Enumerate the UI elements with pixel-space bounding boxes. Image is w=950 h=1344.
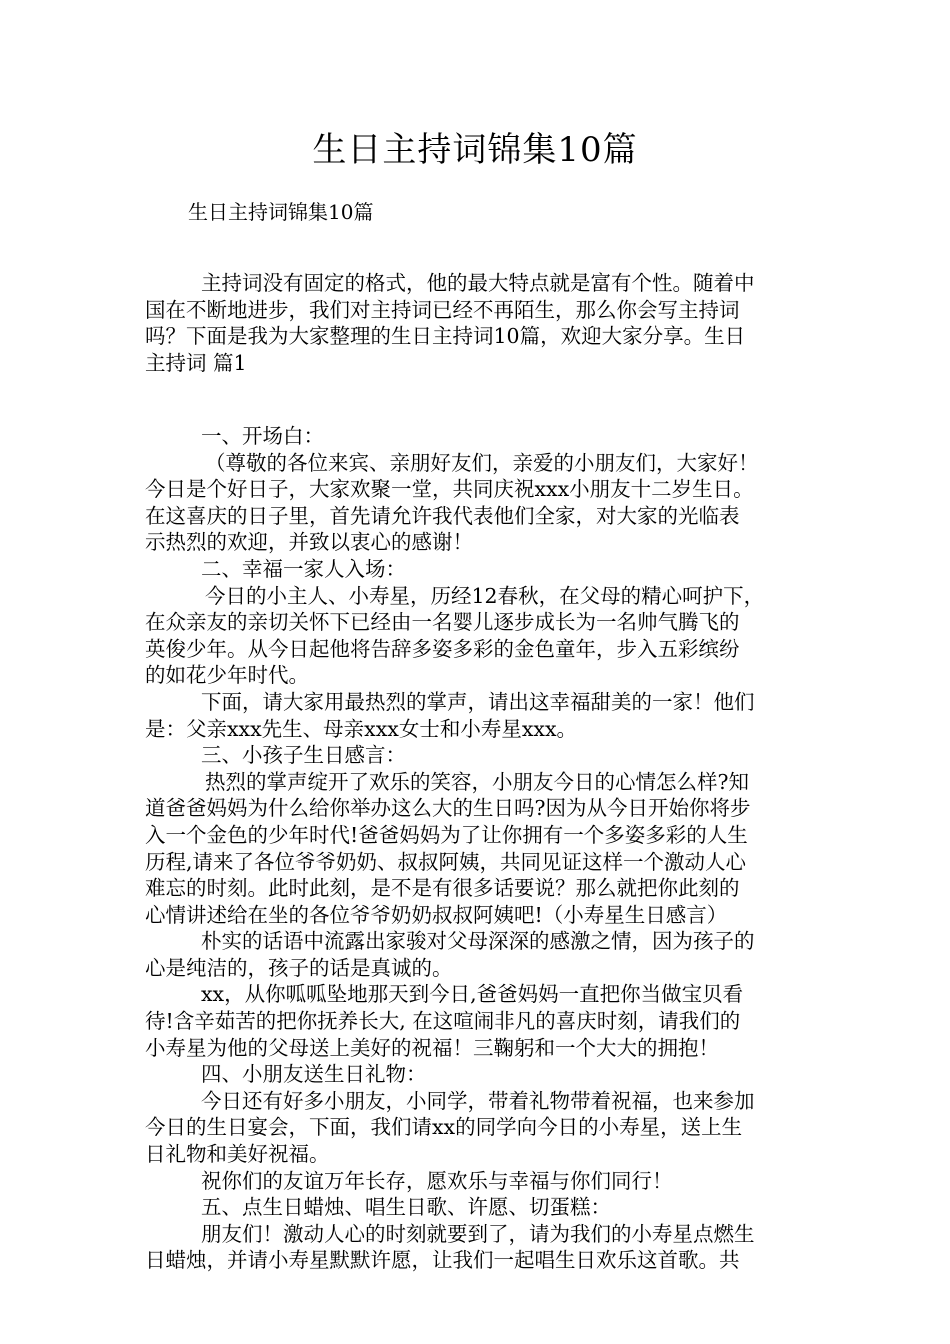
text-line: （尊敬的各位来宾、亲朋好友们，亲爱的小朋友们，大家好！	[205, 450, 759, 475]
text-line: 国在不断地进步，我们对主持词已经不再陌生，那么你会写主持词	[145, 297, 740, 322]
section-heading: 四、小朋友送生日礼物：	[201, 1062, 427, 1087]
text-line: 心情讲述给在坐的各位爷爷奶奶叔叔阿姨吧!（小寿星生日感言）	[145, 902, 728, 927]
text-line: xx，从你呱呱坠地那天到今日,爸爸妈妈一直把你当做宝贝看	[201, 982, 744, 1007]
text-line: 朋友们！激动人心的时刻就要到了，请为我们的小寿星点燃生	[201, 1221, 755, 1246]
document-title: 生日主持词锦集10篇	[312, 130, 638, 170]
text-line: 历程,请来了各位爷爷奶奶、叔叔阿姨，共同见证这样一个激动人心	[145, 849, 747, 874]
text-line: 难忘的时刻。此时此刻，是不是有很多话要说？那么就把你此刻的	[145, 876, 740, 901]
text-line: 在这喜庆的日子里，首先请允许我代表他们全家，对大家的光临表	[145, 503, 740, 528]
text-line: 主持词 篇1	[145, 350, 247, 375]
document-subtitle: 生日主持词锦集10篇	[188, 200, 374, 224]
text-line: 下面，请大家用最热烈的掌声，请出这幸福甜美的一家！他们	[201, 689, 755, 714]
section-heading: 三、小孩子生日感言：	[201, 743, 406, 768]
text-line: 今日还有好多小朋友，小同学，带着礼物带着祝福，也来参加	[201, 1088, 755, 1113]
text-line: 道爸爸妈妈为什么给你举办这么大的生日吗?因为从今日开始你将步	[145, 796, 751, 821]
text-line: 今日是个好日子，大家欢聚一堂，共同庆祝xxx小朋友十二岁生日。	[145, 477, 754, 502]
text-line: 日蜡烛，并请小寿星默默许愿，让我们一起唱生日欢乐这首歌。共	[145, 1248, 740, 1273]
text-line: 示热烈的欢迎，并致以衷心的感谢！	[145, 530, 473, 555]
text-line: 朴实的话语中流露出家骏对父母深深的感激之情，因为孩子的	[201, 929, 755, 954]
text-line: 待!含辛茹苦的把你抚养长大, 在这喧闹非凡的喜庆时刻，请我们的	[145, 1009, 741, 1034]
text-line: 小寿星为他的父母送上美好的祝福！三鞠躬和一个大大的拥抱！	[145, 1035, 719, 1060]
text-line: 日礼物和美好祝福。	[145, 1142, 330, 1167]
text-line: 的如花少年时代。	[145, 663, 309, 688]
text-line: 是：父亲xxx先生、母亲xxx女士和小寿星xxx。	[145, 716, 578, 741]
section-heading: 五、点生日蜡烛、唱生日歌、许愿、切蛋糕：	[201, 1195, 611, 1220]
text-line: 热烈的掌声绽开了欢乐的笑容，小朋友今日的心情怎么样?知	[205, 769, 749, 794]
text-line: 今日的生日宴会，下面，我们请xx的同学向今日的小寿星，送上生	[145, 1115, 743, 1140]
section-heading: 一、开场白：	[201, 424, 324, 448]
intro-paragraph	[145, 270, 825, 376]
text-line: 吗？下面是我为大家整理的生日主持词10篇，欢迎大家分享。生日	[145, 324, 746, 349]
text-line: 入一个金色的少年时代!爸爸妈妈为了让你拥有一个多姿多彩的人生	[145, 822, 748, 847]
section-heading: 二、幸福一家人入场：	[201, 556, 406, 581]
text-line: 主持词没有固定的格式，他的最大特点就是富有个性。随着中	[201, 271, 755, 295]
text-line: 祝你们的友谊万年长存，愿欢乐与幸福与你们同行！	[201, 1168, 673, 1193]
text-line: 英俊少年。从今日起他将告辞多姿多彩的金色童年，步入五彩缤纷	[145, 636, 740, 661]
text-line: 今日的小主人、小寿星，历经12春秋，在父母的精心呵护下，	[205, 583, 765, 608]
text-line: 在众亲友的亲切关怀下已经由一名婴儿逐步成长为一名帅气腾飞的	[145, 610, 740, 635]
text-line: 心是纯洁的，孩子的话是真诚的。	[145, 955, 453, 980]
body-text	[145, 423, 835, 1274]
